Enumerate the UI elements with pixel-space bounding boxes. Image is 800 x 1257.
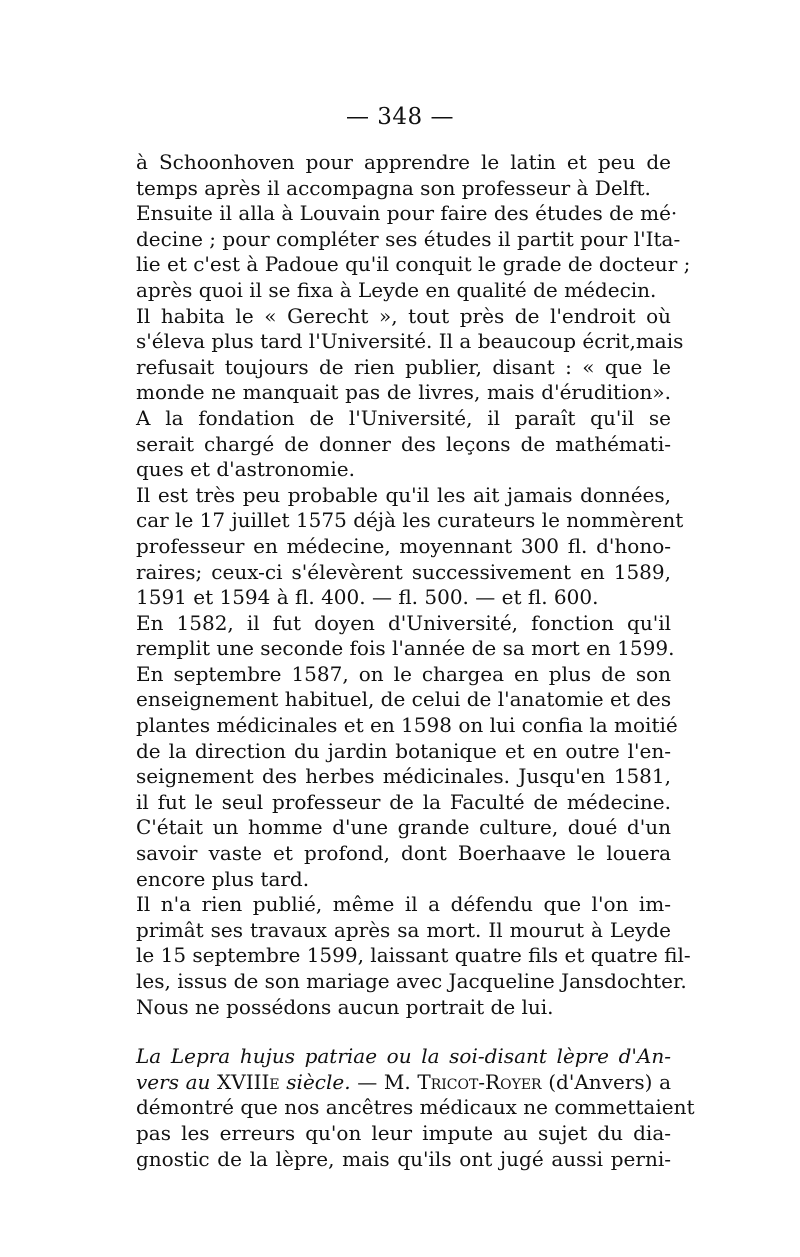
text-line: les, issus de son mariage avec Jacqueline Jansdochter.: [136, 969, 687, 993]
text-line: démontré que nos ancêtres médicaux ne commettaient: [136, 1095, 695, 1120]
paragraph: [136, 482, 684, 611]
paragraph: [136, 610, 678, 816]
text-line: ques et d'astronomie.: [136, 457, 355, 482]
text-line: gnostic de la lèpre, mais qu'ils ont jugé aussi perni-: [136, 1146, 671, 1171]
section-title-fragment: vers au: [136, 1069, 211, 1094]
text-line: encore plus tard.: [136, 866, 310, 891]
text-line: à Schoonhoven pour apprendre le latin et peu de: [136, 150, 671, 174]
text-line: pas les erreurs qu'on leur impute au sujet du dia-: [136, 1120, 671, 1145]
text-line: de la direction du jardin botanique et en outre l'en-: [136, 738, 671, 763]
paragraph: [136, 150, 671, 201]
section-dash: — M.: [357, 1069, 411, 1094]
paragraph: [136, 201, 691, 303]
text-line: En 1582, il fut doyen d'Université, fonction qu'il: [136, 610, 671, 635]
section-title-fragment: siècle.: [286, 1069, 351, 1094]
author-affiliation: (d'Anvers) a: [548, 1069, 671, 1094]
text-line: remplit une seconde fois l'année de sa mort en 1599.: [136, 636, 675, 661]
text-line: le 15 septembre 1599, laissant quatre fils et quatre fil-: [136, 943, 691, 968]
text-line: enseignement habituel, de celui de l'anatomie et des: [136, 687, 672, 712]
text-line: temps après il accompagna son professeur à Delft.: [136, 175, 651, 200]
text-line: Il habita le « Gerecht », tout près de l'endroit où: [136, 303, 671, 328]
text-line: Ensuite il alla à Louvain pour faire des études de mé·: [136, 201, 678, 226]
page-number: — 348 —: [345, 104, 455, 130]
text-line: plantes médicinales et en 1598 on lui confia la moitié: [136, 713, 678, 738]
text-line: professeur en médecine, moyennant 300 fl. d'hono-: [136, 533, 671, 558]
paragraph: [136, 303, 684, 406]
text-line: Nous ne possédons aucun portrait de lui.: [136, 994, 554, 1019]
text-line: s'éleva plus tard l'Université. Il a beaucoup écrit,mais: [136, 329, 684, 354]
text-line: lie et c'est à Padoue qu'il conquit le grade de docteur ;: [136, 252, 691, 277]
text-line: 1591 et 1594 à fl. 400. — fl. 500. — et fl. 600.: [136, 585, 599, 610]
century-numeral: XVIIIe: [217, 1069, 280, 1094]
section-gap: [136, 1020, 671, 1044]
text-line: car le 17 juillet 1575 déjà les curateurs le nommèrent: [136, 508, 684, 533]
text-line: monde ne manquait pas de livres, mais d'érudition».: [136, 380, 671, 405]
text-line: refusait toujours de rien publier, disant : « que le: [136, 354, 671, 379]
text-line: Il n'a rien publié, même il a défendu que l'on im-: [136, 892, 671, 917]
section-paragraph: [136, 1044, 695, 1172]
text-line: Il est très peu probable qu'il les ait jamais données,: [136, 482, 671, 507]
text-line: C'était un homme d'une grande culture, doué d'un: [136, 815, 671, 840]
paragraph: [136, 815, 671, 892]
text-line: A la fondation de l'Université, il paraît qu'il se: [136, 405, 671, 430]
text-line: primât ses travaux après sa mort. Il mourut à Leyde: [136, 917, 671, 942]
text-line: serait chargé de donner des leçons de mathémati-: [136, 431, 671, 456]
text-line: decine ; pour compléter ses études il partit pour l'Ita-: [136, 226, 681, 251]
author-name: Tricot-Royer: [417, 1069, 542, 1094]
text-line: En septembre 1587, on le chargea en plus de son: [136, 661, 671, 686]
text-line: après quoi il se fixa à Leyde en qualité de médecin.: [136, 277, 657, 302]
text-line: savoir vaste et profond, dont Boerhaave le louera: [136, 841, 671, 866]
text-line: seignement des herbes médicinales. Jusqu'en 1581,: [136, 764, 671, 789]
paragraph: [136, 406, 671, 483]
section-title-line: La Lepra hujus patriae ou la soi-disant lèpre d'An-: [136, 1044, 671, 1069]
section-title-line: [136, 1070, 671, 1096]
paragraph: [136, 892, 691, 1020]
text-line: raires; ceux-ci s'élevèrent successivement en 1589,: [136, 559, 671, 584]
text-line: il fut le seul professeur de la Faculté de médecine.: [136, 789, 671, 814]
body-text: [136, 150, 695, 1172]
